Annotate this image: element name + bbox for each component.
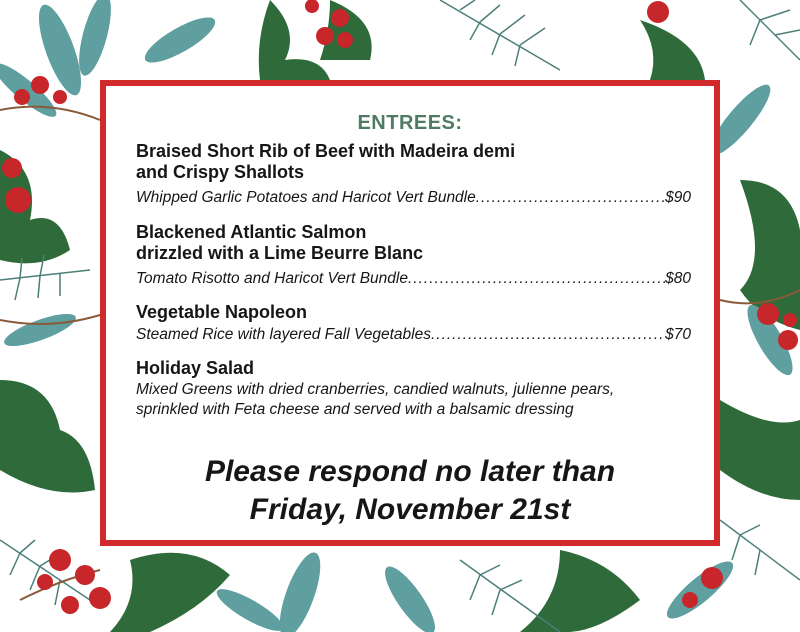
item-title-salmon-line2: drizzled with a Lime Beurre Blanc <box>136 243 424 263</box>
item-description-salmon <box>136 269 691 289</box>
dot-leader <box>431 325 665 345</box>
item-title-short-rib-line2: and Crispy Shallots <box>136 162 305 182</box>
rsvp-deadline-line1: Please respond no later than <box>204 455 616 488</box>
dot-leader <box>476 188 665 208</box>
item-description-vegetable-napoleon <box>136 325 691 345</box>
item-description-text: Steamed Rice with layered Fall Vegetables <box>136 326 431 343</box>
item-title-salmon-line1: Blackened Atlantic Salmon <box>136 222 367 242</box>
item-price: $90 <box>665 189 691 206</box>
item-title-holiday-salad: Holiday Salad <box>136 358 255 378</box>
item-title-vegetable-napoleon: Vegetable Napoleon <box>136 302 308 322</box>
item-title-short-rib-line1: Braised Short Rib of Beef with Madeira demi <box>136 141 516 161</box>
dot-leader <box>408 269 665 289</box>
rsvp-deadline-line2: Friday, November 21st <box>249 493 571 526</box>
item-description-text: Whipped Garlic Potatoes and Haricot Vert Bundle <box>136 189 476 206</box>
menu-card <box>100 80 720 546</box>
item-description-short-rib <box>136 188 691 208</box>
item-price: $70 <box>665 326 691 343</box>
item-description-holiday-salad-line1: Mixed Greens with dried cranberries, candied walnuts, julienne pears, <box>136 381 615 398</box>
item-description-text: Tomato Risotto and Haricot Vert Bundle <box>136 270 408 287</box>
entrees-heading: ENTREES: <box>357 112 463 134</box>
item-description-holiday-salad-line2: sprinkled with Feta cheese and served with a balsamic dressing <box>136 401 574 418</box>
item-price: $80 <box>665 270 691 287</box>
